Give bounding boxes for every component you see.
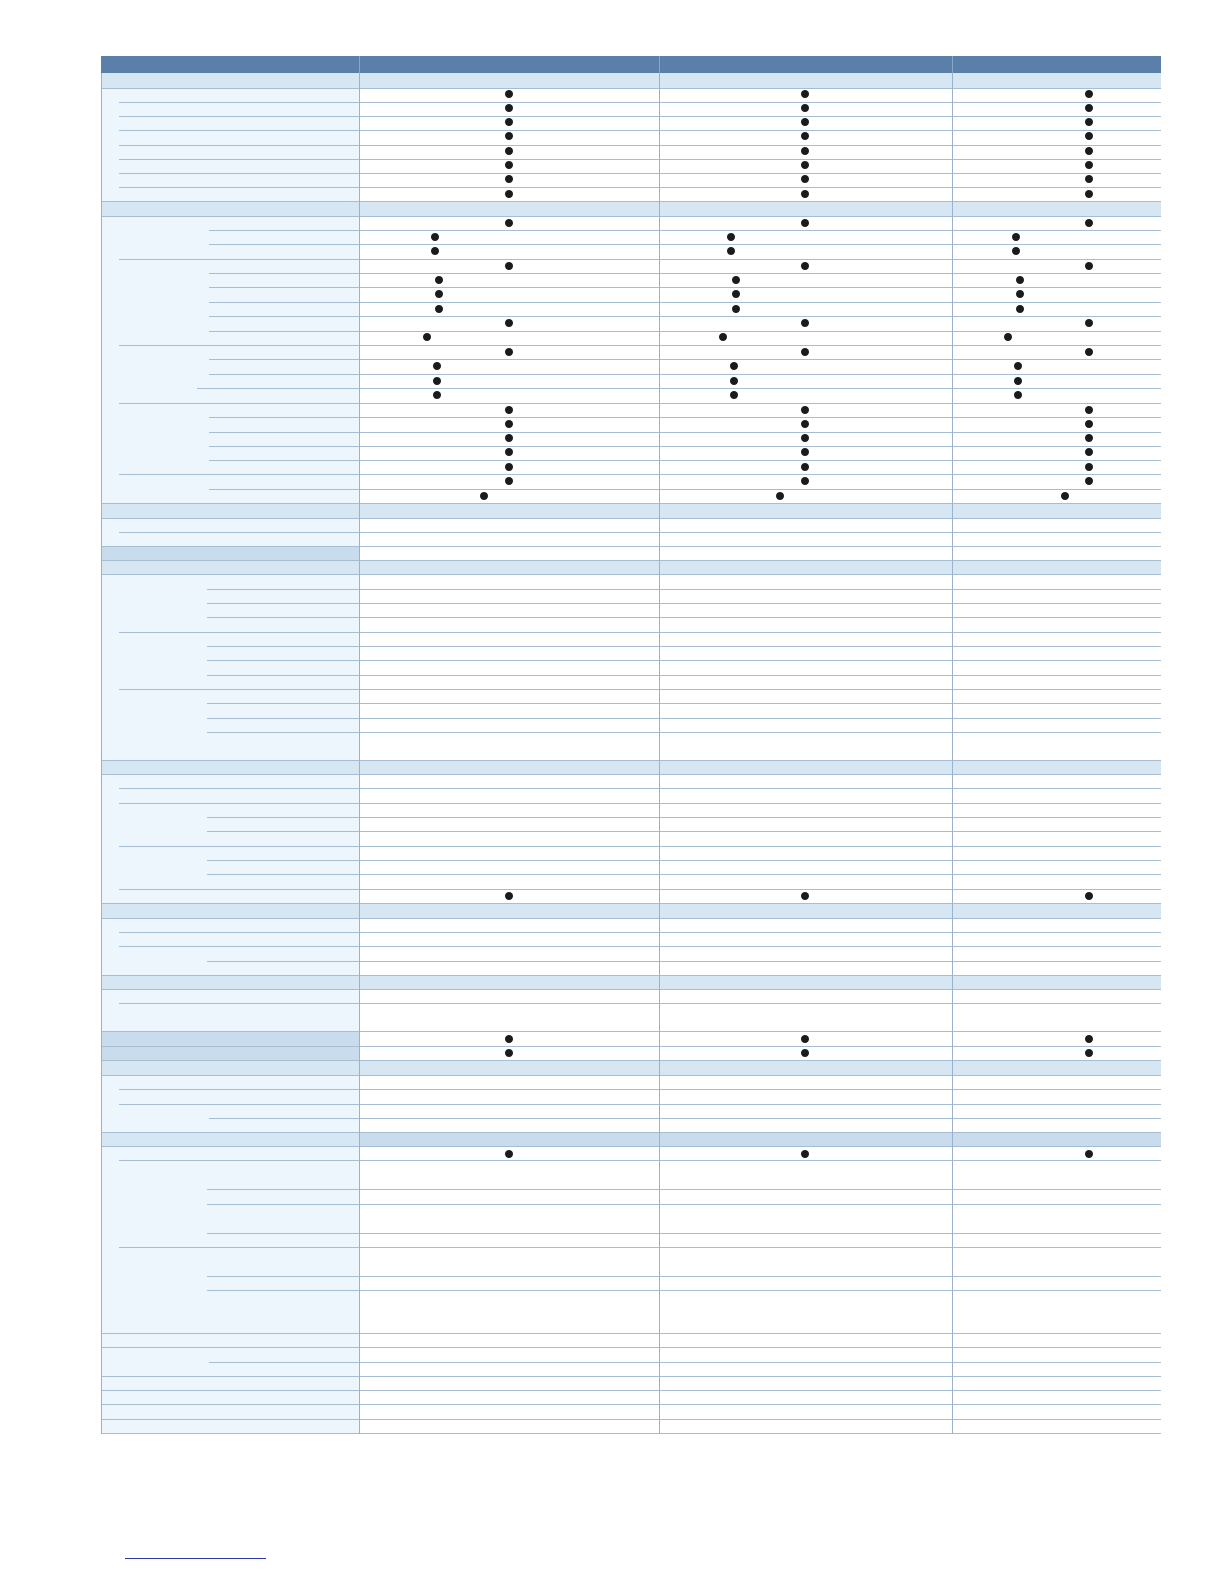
row-rule [101, 1060, 1161, 1061]
feature-bullet [1085, 147, 1093, 155]
feature-bullet [1085, 1035, 1093, 1043]
row-rule [207, 961, 1161, 962]
row-rule [209, 374, 1161, 375]
label-cell-shaded [101, 1031, 359, 1046]
row-rule [119, 187, 1161, 188]
row-rule [207, 675, 1161, 676]
feature-bullet [505, 175, 513, 183]
spec-table [101, 56, 1161, 1434]
row-rule [119, 1247, 1161, 1248]
row-rule [209, 316, 1161, 317]
row-rule [101, 903, 1161, 904]
table-header [101, 56, 1161, 73]
feature-bullet [801, 1150, 809, 1158]
feature-bullet [433, 391, 441, 399]
feature-bullet [1085, 175, 1093, 183]
row-rule [101, 1132, 1161, 1133]
feature-bullet [505, 477, 513, 485]
feature-bullet [505, 118, 513, 126]
row-rule [119, 345, 1161, 346]
feature-bullet [505, 319, 513, 327]
feature-bullet [801, 262, 809, 270]
row-rule [119, 689, 1161, 690]
row-rule [209, 417, 1161, 418]
feature-bullet [505, 90, 513, 98]
row-rule [119, 532, 1161, 533]
feature-bullet [801, 477, 809, 485]
feature-bullet [801, 175, 809, 183]
feature-bullet [505, 1049, 513, 1057]
feature-bullet [801, 434, 809, 442]
row-rule [101, 1075, 1161, 1076]
feature-bullet [1085, 477, 1093, 485]
row-rule [101, 1046, 1161, 1047]
feature-bullet [801, 1035, 809, 1043]
feature-bullet [1085, 90, 1093, 98]
row-rule [101, 918, 1161, 919]
row-rule [101, 574, 1161, 575]
row-rule [101, 1376, 1161, 1377]
feature-bullet [1016, 276, 1024, 284]
feature-bullet [1061, 492, 1069, 500]
column-rule [659, 73, 660, 1434]
section-band [101, 73, 1161, 88]
row-rule [207, 860, 1161, 861]
label-cell-shaded [101, 1046, 359, 1060]
row-rule [101, 1390, 1161, 1391]
feature-bullet [801, 406, 809, 414]
feature-bullet [505, 1035, 513, 1043]
feature-bullet [727, 233, 735, 241]
row-rule [207, 718, 1161, 719]
feature-bullet [1085, 118, 1093, 126]
feature-bullet [435, 305, 443, 313]
row-rule [101, 975, 1161, 976]
feature-bullet [505, 1150, 513, 1158]
header-separator [659, 56, 660, 73]
feature-bullet [801, 118, 809, 126]
feature-bullet [801, 348, 809, 356]
feature-bullet [505, 161, 513, 169]
row-rule [119, 803, 1161, 804]
feature-bullet [431, 233, 439, 241]
row-rule [101, 989, 1161, 990]
feature-bullet [433, 362, 441, 370]
row-rule [101, 546, 1161, 547]
row-rule [207, 1290, 1161, 1291]
row-rule [101, 560, 1161, 561]
row-rule [207, 1204, 1161, 1205]
row-rule [209, 287, 1161, 288]
feature-bullet [801, 104, 809, 112]
feature-bullet [1085, 420, 1093, 428]
row-rule [101, 1031, 1161, 1032]
feature-bullet [505, 104, 513, 112]
row-rule [119, 173, 1161, 174]
feature-bullet [505, 406, 513, 414]
row-rule [119, 145, 1161, 146]
row-rule [119, 130, 1161, 131]
row-rule [197, 388, 1161, 389]
feature-bullet [1014, 362, 1022, 370]
row-rule [207, 1233, 1161, 1234]
row-rule [119, 1089, 1161, 1090]
feature-bullet [505, 420, 513, 428]
row-rule [119, 102, 1161, 103]
row-rule [101, 201, 1161, 202]
feature-bullet [1085, 1049, 1093, 1057]
feature-bullet [431, 247, 439, 255]
feature-bullet [1085, 319, 1093, 327]
feature-bullet [801, 161, 809, 169]
row-rule [101, 760, 1161, 761]
row-rule [119, 116, 1161, 117]
row-rule [101, 1146, 1161, 1147]
feature-bullet [732, 305, 740, 313]
row-rule [209, 244, 1161, 245]
row-rule [207, 817, 1161, 818]
column-rule [359, 73, 360, 1434]
section-band [101, 975, 1161, 989]
row-rule [207, 831, 1161, 832]
feature-bullet [1014, 377, 1022, 385]
feature-bullet [801, 463, 809, 471]
feature-bullet [435, 276, 443, 284]
row-rule [207, 874, 1161, 875]
row-rule [101, 503, 1161, 504]
feature-bullet [1085, 219, 1093, 227]
row-rule [207, 589, 1161, 590]
header-separator [359, 56, 360, 73]
feature-bullet [505, 448, 513, 456]
row-rule [101, 1404, 1161, 1405]
row-rule [119, 1003, 1161, 1004]
feature-bullet [732, 290, 740, 298]
feature-bullet [433, 377, 441, 385]
table-left-rule [101, 73, 102, 1434]
feature-bullet [480, 492, 488, 500]
feature-bullet [505, 219, 513, 227]
feature-bullet [1085, 132, 1093, 140]
feature-bullet [801, 147, 809, 155]
feature-bullet [505, 132, 513, 140]
feature-bullet [1085, 448, 1093, 456]
row-rule [207, 646, 1161, 647]
section-band [101, 201, 1161, 216]
row-rule [101, 1433, 1161, 1434]
feature-bullet [505, 463, 513, 471]
feature-bullet [1016, 305, 1024, 313]
row-rule [209, 302, 1161, 303]
feature-bullet [1085, 348, 1093, 356]
feature-bullet [1085, 892, 1093, 900]
feature-bullet [505, 190, 513, 198]
feature-bullet [801, 132, 809, 140]
label-cell [101, 989, 359, 1031]
feature-bullet [730, 391, 738, 399]
feature-bullet [505, 262, 513, 270]
feature-bullet [505, 147, 513, 155]
row-rule [119, 159, 1161, 160]
row-rule [101, 1419, 1161, 1420]
label-cell [101, 774, 359, 903]
feature-bullet [719, 333, 727, 341]
row-rule [207, 660, 1161, 661]
feature-bullet [801, 892, 809, 900]
feature-bullet [1085, 190, 1093, 198]
feature-bullet [1004, 333, 1012, 341]
feature-bullet [435, 290, 443, 298]
row-rule [119, 946, 1161, 947]
feature-bullet [801, 219, 809, 227]
label-cell-shaded [359, 1132, 1161, 1146]
row-rule [209, 1362, 1161, 1363]
feature-bullet [730, 362, 738, 370]
section-band [101, 760, 1161, 774]
column-rule [952, 73, 953, 1434]
row-rule [209, 432, 1161, 433]
label-cell-shaded [101, 546, 359, 560]
row-rule [207, 703, 1161, 704]
section-band [101, 1060, 1161, 1075]
row-rule [207, 1189, 1161, 1190]
feature-bullet [801, 1049, 809, 1057]
row-rule [207, 1276, 1161, 1277]
feature-bullet [801, 448, 809, 456]
header-separator [952, 56, 953, 73]
feature-bullet [505, 892, 513, 900]
footnote-rule [125, 1558, 266, 1559]
feature-bullet [505, 434, 513, 442]
feature-bullet [1085, 104, 1093, 112]
feature-bullet [1085, 262, 1093, 270]
section-band [101, 560, 1161, 574]
section-band [101, 503, 1161, 518]
row-rule [119, 788, 1161, 789]
row-rule [207, 603, 1161, 604]
feature-bullet [1016, 290, 1024, 298]
row-rule [209, 489, 1161, 490]
feature-bullet [1014, 391, 1022, 399]
section-band [101, 903, 1161, 918]
row-rule [101, 1347, 1161, 1348]
row-rule [119, 403, 1161, 404]
row-rule [119, 1104, 1161, 1105]
row-rule [207, 732, 1161, 733]
feature-bullet [732, 276, 740, 284]
row-rule [101, 518, 1161, 519]
row-rule [101, 88, 1161, 89]
feature-bullet [1085, 161, 1093, 169]
feature-bullet [1012, 247, 1020, 255]
feature-bullet [423, 333, 431, 341]
row-rule [119, 889, 1161, 890]
row-rule [207, 617, 1161, 618]
row-rule [119, 259, 1161, 260]
feature-bullet [1085, 1150, 1093, 1158]
feature-bullet [801, 319, 809, 327]
row-rule [209, 230, 1161, 231]
row-rule [119, 846, 1161, 847]
feature-bullet [505, 348, 513, 356]
row-rule [209, 446, 1161, 447]
feature-bullet [801, 420, 809, 428]
row-rule [119, 474, 1161, 475]
row-rule [209, 460, 1161, 461]
row-rule [101, 1333, 1161, 1334]
row-rule [101, 216, 1161, 217]
feature-bullet [801, 190, 809, 198]
row-rule [209, 359, 1161, 360]
feature-bullet [1085, 434, 1093, 442]
row-rule [119, 632, 1161, 633]
feature-bullet [801, 90, 809, 98]
row-rule [119, 932, 1161, 933]
feature-bullet [1012, 233, 1020, 241]
feature-bullet [1085, 406, 1093, 414]
row-rule [209, 331, 1161, 332]
row-rule [119, 1160, 1161, 1161]
row-rule [209, 273, 1161, 274]
feature-bullet [730, 377, 738, 385]
feature-bullet [776, 492, 784, 500]
row-rule [209, 1118, 1161, 1119]
feature-bullet [1085, 463, 1093, 471]
feature-bullet [727, 247, 735, 255]
row-rule [101, 774, 1161, 775]
